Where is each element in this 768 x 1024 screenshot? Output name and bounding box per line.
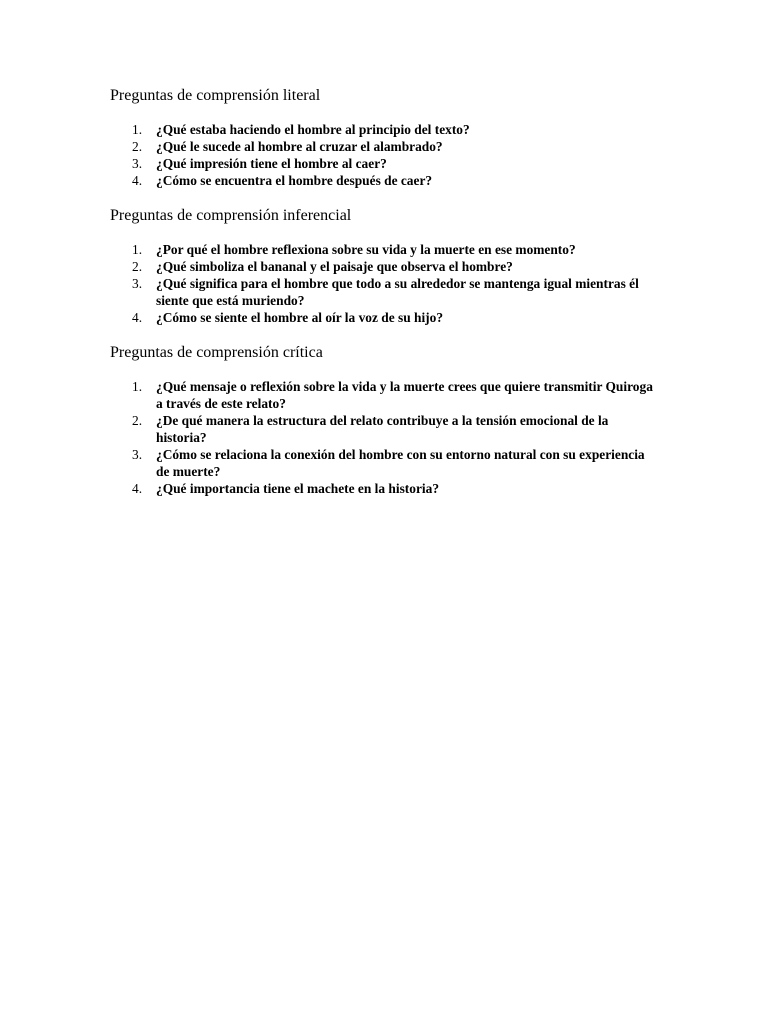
question-number: 1. [132, 122, 143, 137]
question-item [110, 412, 660, 446]
question-item [110, 155, 660, 172]
question-number: 2. [132, 259, 143, 274]
question-number: 2. [132, 139, 143, 154]
question-number: 4. [132, 481, 143, 496]
question-number: 1. [132, 242, 143, 257]
question-item [110, 121, 660, 138]
question-text: ¿Por qué el hombre reflexiona sobre su vida y la muerte en ese momento? [156, 242, 576, 257]
question-text: ¿Qué le sucede al hombre al cruzar el alambrado? [156, 139, 443, 154]
question-item [110, 480, 660, 497]
question-text: ¿Qué mensaje o reflexión sobre la vida y la muerte crees que quiere transmitir Quiroga a través de este relato? [156, 379, 653, 411]
question-item [110, 258, 660, 275]
section-critica [110, 343, 660, 496]
question-list-critica [110, 378, 660, 497]
question-number: 3. [132, 156, 143, 171]
question-item [110, 138, 660, 155]
section-literal [110, 86, 660, 188]
question-item [110, 378, 660, 412]
question-number: 4. [132, 173, 143, 188]
question-item [110, 446, 660, 480]
question-item [110, 309, 660, 326]
question-text: ¿Qué impresión tiene el hombre al caer? [156, 156, 387, 171]
section-heading-inferencial: Preguntas de comprensión inferencial [110, 207, 352, 224]
question-list-inferencial [110, 241, 660, 326]
section-heading-critica: Preguntas de comprensión crítica [110, 344, 323, 361]
section-inferencial [110, 206, 660, 325]
question-text: ¿Qué estaba haciendo el hombre al principio del texto? [156, 122, 470, 137]
question-item [110, 241, 660, 258]
section-heading-literal: Preguntas de comprensión literal [110, 87, 321, 104]
question-text: ¿Cómo se encuentra el hombre después de caer? [156, 173, 433, 188]
question-text: ¿Cómo se siente el hombre al oír la voz de su hijo? [156, 310, 444, 325]
question-text: ¿Qué importancia tiene el machete en la historia? [156, 481, 440, 496]
question-list-literal [110, 121, 660, 189]
question-text: ¿De qué manera la estructura del relato contribuye a la tensión emocional de la historia? [156, 413, 609, 445]
question-text: ¿Qué significa para el hombre que todo a su alrededor se mantenga igual mientras él siente que está muriendo? [156, 276, 639, 308]
question-text: ¿Qué simboliza el bananal y el paisaje que observa el hombre? [156, 259, 513, 274]
question-text: ¿Cómo se relaciona la conexión del hombre con su entorno natural con su experiencia de muerte? [156, 447, 645, 479]
question-number: 1. [132, 379, 143, 394]
question-number: 4. [132, 310, 143, 325]
question-number: 3. [132, 276, 143, 291]
question-number: 2. [132, 413, 143, 428]
question-number: 3. [132, 447, 143, 462]
question-item [110, 172, 660, 189]
question-item [110, 275, 660, 309]
